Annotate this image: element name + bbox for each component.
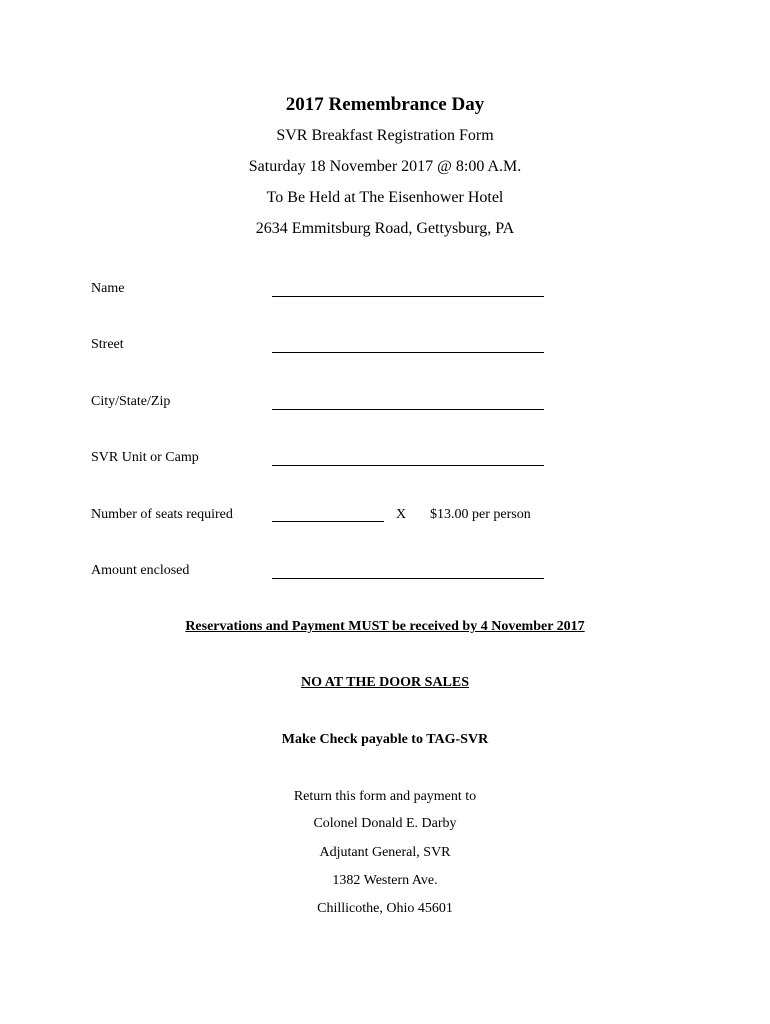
seats-field[interactable] <box>272 521 384 522</box>
deadline-notice: Reservations and Payment MUST be received by 4 November 2017 <box>185 619 585 634</box>
no-door-sales-notice: NO AT THE DOOR SALES <box>300 675 470 690</box>
name-field[interactable] <box>272 296 544 297</box>
event-venue: To Be Held at The Eisenhower Hotel <box>266 189 504 206</box>
form-title: 2017 Remembrance Day <box>285 94 485 115</box>
multiply-sign: X <box>396 507 407 522</box>
return-name: Colonel Donald E. Darby <box>313 816 457 831</box>
street-field[interactable] <box>272 352 544 353</box>
amount-label: Amount enclosed <box>91 563 190 578</box>
svr-unit-field[interactable] <box>272 465 544 466</box>
event-date-time: Saturday 18 November 2017 @ 8:00 A.M. <box>248 158 522 175</box>
city-state-zip-field[interactable] <box>272 409 544 410</box>
return-position: Adjutant General, SVR <box>319 845 451 860</box>
return-city: Chillicothe, Ohio 45601 <box>317 901 453 916</box>
svr-unit-label: SVR Unit or Camp <box>91 450 199 465</box>
form-subtitle: SVR Breakfast Registration Form <box>276 127 494 144</box>
amount-field[interactable] <box>272 578 544 579</box>
return-street: 1382 Western Ave. <box>332 873 438 888</box>
name-label: Name <box>91 281 125 296</box>
check-payable-notice: Make Check payable to TAG-SVR <box>281 732 489 747</box>
city-state-zip-label: City/State/Zip <box>91 394 171 409</box>
street-label: Street <box>91 337 124 352</box>
seats-label: Number of seats required <box>91 507 233 522</box>
price-per-person: $13.00 per person <box>430 507 531 522</box>
event-address: 2634 Emmitsburg Road, Gettysburg, PA <box>255 220 515 237</box>
return-intro: Return this form and payment to <box>293 789 477 804</box>
